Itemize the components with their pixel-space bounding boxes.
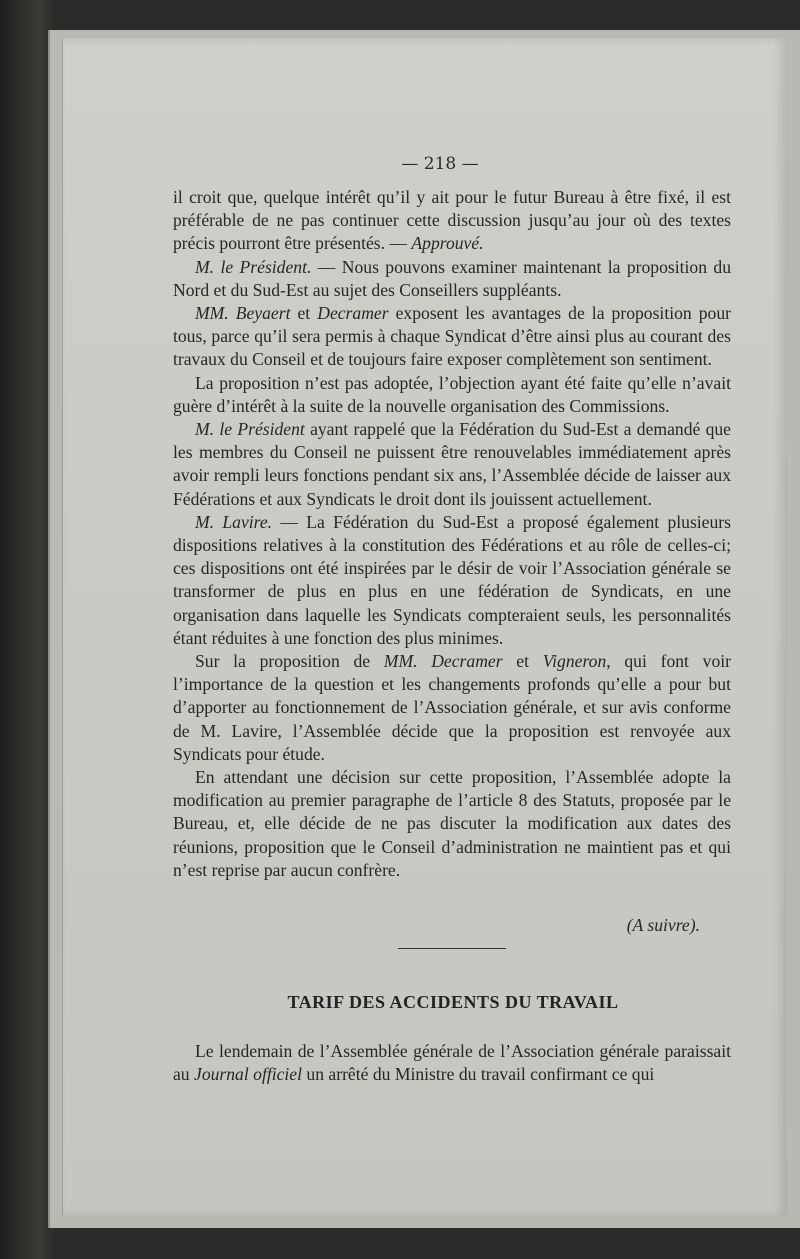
text-run: En attendant une décision sur cette proposition, l’Assemblée adopte la modification au premier paragraphe de l’article 8 des Statuts, proposée par le Bureau, et, elle décide de ne pas discuter la modification aux dates des réunions, proposition que le Conseil d’administration ne maintient pas et qui n’est reprise par aucun confrère. xyxy=(173,767,731,880)
paragraph xyxy=(173,372,731,418)
italic-run: M. le Président xyxy=(195,419,305,440)
text-run: , qui font voir l’importance de la question et les changements profonds qu’elle a pour but d’apporter au fonctionnement de l’Association générale, et sur avis conforme de M. Lavire, l’Assemblée décide que la proposition est renvoyée aux Syndicats pour étude. xyxy=(173,651,731,764)
section-divider xyxy=(398,948,506,949)
paragraph xyxy=(173,418,731,511)
paragraph xyxy=(173,256,731,302)
body-text xyxy=(173,186,731,882)
page-number: — 218 — xyxy=(401,154,479,174)
italic-run: Decramer xyxy=(317,303,389,324)
paragraph xyxy=(173,650,731,766)
text-run: Le lendemain de l’Assemblée générale de l’Association générale paraissait au xyxy=(173,1041,731,1085)
paragraph xyxy=(173,1040,731,1086)
italic-run: Vigneron xyxy=(542,651,607,672)
paragraph xyxy=(173,302,731,372)
text-run: exposent les avantages de la proposition pour tous, parce qu’il sera permis à chaque Syndicat d’être ainsi plus au courant des travaux du Conseil et de toujours faire exposer complètement son sentiment. xyxy=(173,303,731,370)
text-run: et xyxy=(502,651,543,672)
paragraph xyxy=(173,186,731,256)
paragraph xyxy=(173,766,731,882)
to-be-continued: (A suivre). xyxy=(626,915,700,935)
italic-run: Approuvé. xyxy=(411,233,484,254)
text-run: ayant rappelé que la Fédération du Sud-Est a demandé que les membres du Conseil ne puissent être renouvelables immédiatement après avoir rempli leurs fonctions pendant six ans, l’Assemblée décide de laisser aux Fédérations et aux Syndicats le droit dont ils jouissent actuellement. xyxy=(173,419,731,509)
paragraph xyxy=(173,511,731,650)
italic-run: M. Lavire. xyxy=(195,511,273,532)
italic-run: MM. Decramer xyxy=(383,651,503,672)
text-run: Sur la proposition de xyxy=(195,651,384,672)
text-run: et xyxy=(290,303,318,324)
section-text xyxy=(173,1040,731,1086)
italic-run: MM. Beyaert xyxy=(195,303,291,324)
text-run: — Nous pouvons examiner maintenant la proposition du Nord et du Sud-Est au sujet des Conseillers suppléants. xyxy=(173,256,731,300)
italic-run: M. le Président. xyxy=(195,256,312,277)
text-run: un arrêté du Ministre du travail confirmant ce qui xyxy=(302,1064,655,1085)
text-run: il croit que, quelque intérêt qu’il y ait pour le futur Bureau à être fixé, il est préférable de ne pas continuer cette discussion jusqu’au jour où des textes précis pourront être présentés. — xyxy=(173,187,731,254)
text-run: — La Fédération du Sud-Est a proposé également plusieurs dispositions relatives à la constitution des Fédérations et au rôle de celles-ci; ces dispositions ont été inspirées par le désir de voir l’Association générale se transformer de plus en plus en une fédération de Syndicats, en une organisation dans laquelle les Syndicats compteraient seuls, les personnalités étant réduites à une fonction des plus minimes. xyxy=(173,511,731,648)
italic-run: Journal officiel xyxy=(194,1064,303,1085)
text-run: La proposition n’est pas adoptée, l’objection ayant été faite qu’elle n’avait guère d’intérêt à la suite de la nouvelle organisation des Commissions. xyxy=(173,372,731,416)
section-heading: TARIF DES ACCIDENTS DU TRAVAIL xyxy=(287,992,619,1012)
